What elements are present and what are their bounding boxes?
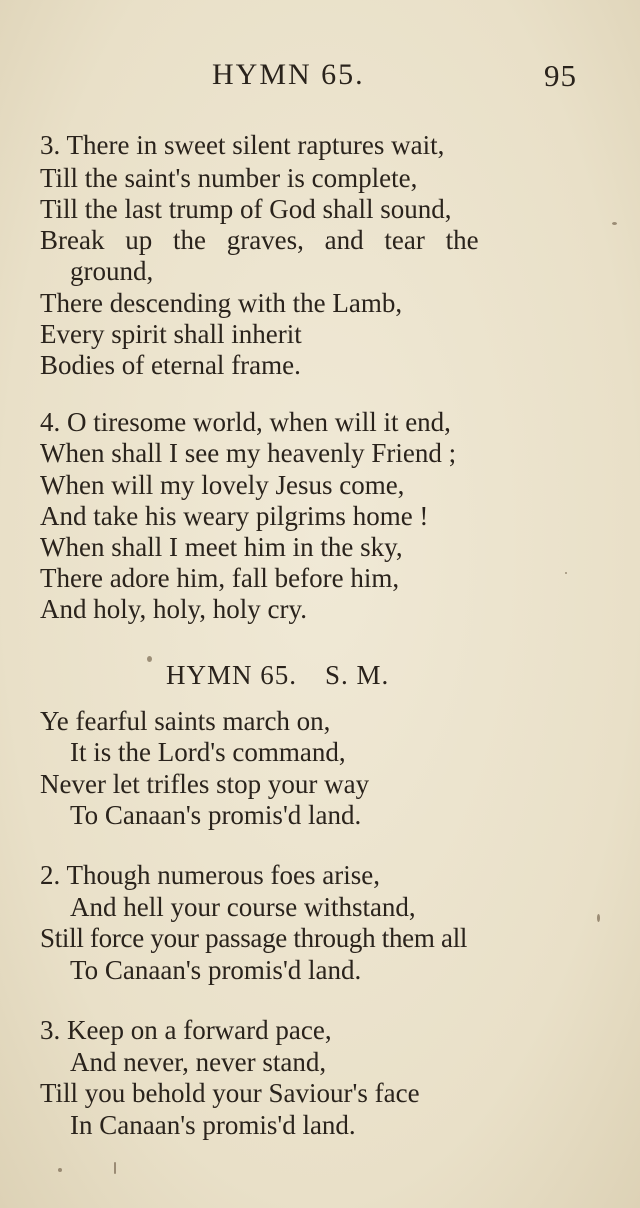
- verse-line: 3. There in sweet silent raptures wait,: [40, 130, 445, 160]
- verse-line: Never let trifles stop your way: [40, 769, 370, 799]
- verse-line: 2. Though numerous foes arise,: [40, 860, 380, 890]
- verse-line: Till the last trump of God shall sound,: [40, 194, 452, 224]
- page-header: [0, 58, 640, 98]
- paper-speck: [114, 1162, 116, 1174]
- verse-line: There adore him, fall before him,: [40, 563, 400, 593]
- verse-line: To Canaan's promis'd land.: [70, 955, 362, 985]
- page-number: 95: [544, 58, 577, 93]
- hymn-meter: S. M.: [325, 660, 390, 690]
- verse-line: Break up the graves, and tear the: [40, 225, 479, 255]
- verse-line: And hell your course withstand,: [70, 892, 416, 922]
- verse-line: Till the saint's number is complete,: [40, 163, 418, 193]
- verse-line: And take his weary pilgrims home !: [40, 501, 429, 531]
- verse-line: When will my lovely Jesus come,: [40, 470, 405, 500]
- verse-line: And holy, holy, holy cry.: [40, 594, 307, 624]
- verse-line: It is the Lord's command,: [70, 737, 346, 767]
- verse-line: Ye fearful saints march on,: [40, 706, 331, 736]
- verse-line: Till you behold your Saviour's face: [40, 1078, 420, 1108]
- paper-speck: [58, 1168, 62, 1172]
- verse-line: When shall I see my heavenly Friend ;: [40, 438, 457, 468]
- paper-speck: [612, 222, 617, 225]
- verse-line: ground,: [70, 256, 154, 286]
- verse-line: 4. O tiresome world, when will it end,: [40, 407, 451, 437]
- hymn-title: HYMN 65.: [166, 660, 298, 690]
- verse-line: There descending with the Lamb,: [40, 288, 403, 318]
- verse-line: Every spirit shall inherit: [40, 319, 302, 349]
- verse-line: Still force your passage through them all: [40, 923, 468, 953]
- verse-line: When shall I meet him in the sky,: [40, 532, 403, 562]
- paper-speck: [147, 656, 152, 662]
- verse-line: To Canaan's promis'd land.: [70, 800, 362, 830]
- verse-line: 3. Keep on a forward pace,: [40, 1015, 332, 1045]
- paper-speck: [565, 572, 567, 574]
- hymn-heading: [166, 660, 389, 691]
- verse-line: Bodies of eternal frame.: [40, 350, 301, 380]
- running-title: HYMN 65.: [212, 58, 365, 91]
- verse-line: In Canaan's promis'd land.: [70, 1110, 356, 1140]
- paper-speck: [597, 914, 600, 922]
- verse-line: And never, never stand,: [70, 1047, 327, 1077]
